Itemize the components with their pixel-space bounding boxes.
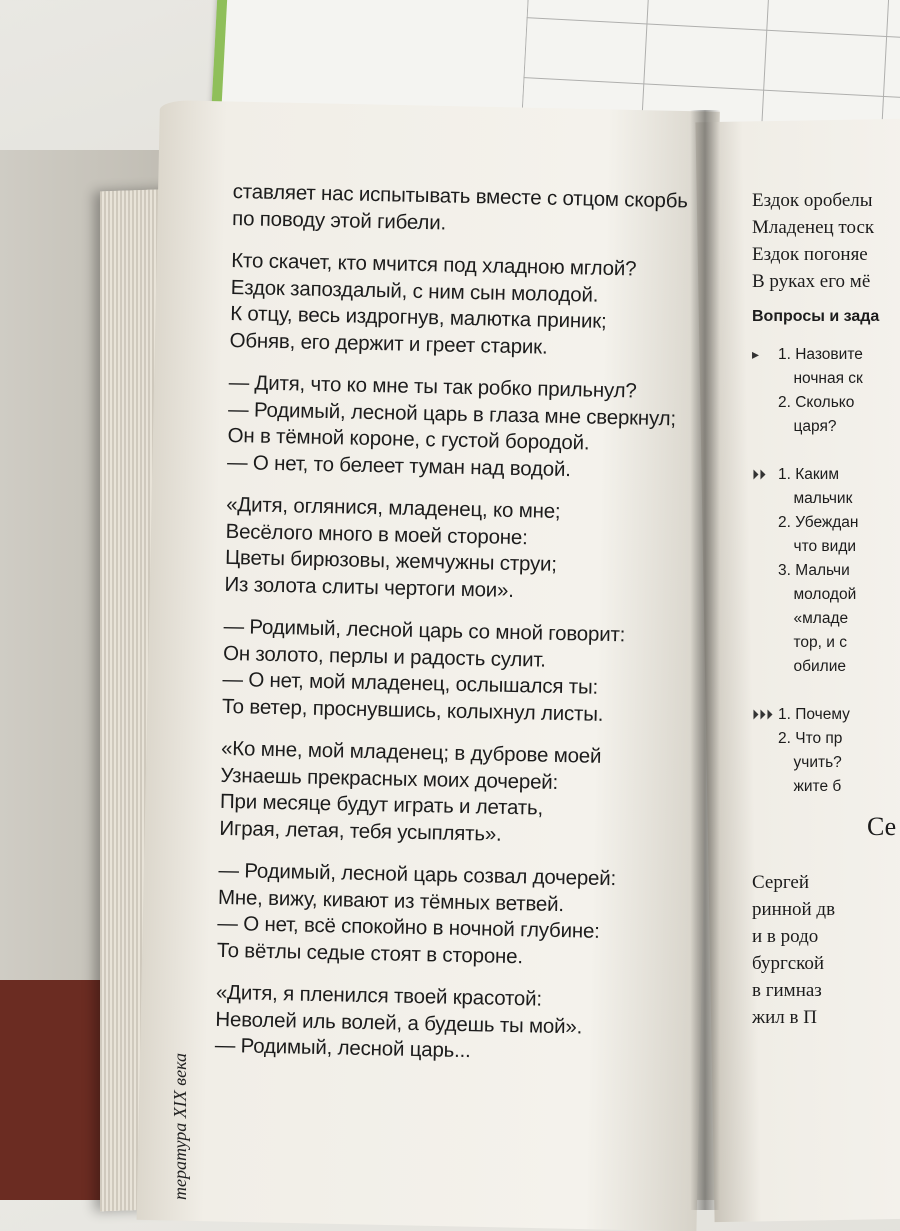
poem-line: Ездок запоздалый, с ним сын молодой. bbox=[230, 275, 599, 307]
right-page-line bbox=[752, 190, 900, 217]
right-page-line bbox=[752, 634, 900, 658]
right-page-line-text: 1. Каким bbox=[778, 466, 839, 483]
poem-line: Узнаешь прекрасных моих дочерей: bbox=[220, 763, 559, 794]
right-page-line-text: В руках его мё bbox=[752, 271, 871, 292]
right-page-line-text: мальчик bbox=[778, 490, 853, 507]
right-page-line bbox=[752, 538, 900, 562]
right-page-line bbox=[752, 298, 900, 346]
right-page-line bbox=[752, 682, 900, 706]
poem-line: — Дитя, что ко мне ты так робко прильнул? bbox=[228, 370, 637, 403]
right-page-line bbox=[752, 244, 900, 271]
poem-line: Из золота слиты чертоги мои». bbox=[224, 572, 515, 602]
right-page-line bbox=[752, 442, 900, 466]
poem-line: Играя, летая, тебя усыплять». bbox=[219, 816, 502, 846]
poem-line: — О нет, мой младенец, ослышался ты: bbox=[222, 667, 599, 699]
poem-line: При месяце будут играть и летать, bbox=[219, 789, 544, 820]
right-page-line-text: молодой bbox=[778, 586, 857, 603]
poem-line: ставляет нас испытывать вместе с отцом скорбь bbox=[232, 180, 689, 213]
right-page-line-text: Ездок погоняе bbox=[752, 244, 868, 265]
poem-line: — Родимый, лесной царь в глаза мне сверкнул; bbox=[227, 397, 677, 430]
right-page-line bbox=[752, 466, 900, 490]
right-page-line-text: учить? bbox=[778, 754, 842, 771]
right-page-line bbox=[752, 418, 900, 442]
poem-line: «Ко мне, мой младенец; в дуброве моей bbox=[220, 736, 602, 768]
poem-line: «Дитя, оглянися, младенец, ко мне; bbox=[225, 492, 561, 523]
right-page-line bbox=[752, 658, 900, 682]
running-header: тература XIX века bbox=[170, 1052, 190, 1200]
right-page-line bbox=[752, 586, 900, 610]
right-page-line-text: Младенец тоск bbox=[752, 217, 875, 238]
poem-line: Цветы бирюзовы, жемчужны струи; bbox=[224, 545, 558, 576]
right-page-line bbox=[752, 394, 900, 418]
poem-line: То вётлы седые стоят в стороне. bbox=[216, 938, 524, 968]
right-page-line bbox=[752, 754, 900, 778]
bio-line: Сергей bbox=[752, 872, 809, 893]
poem-line: «Дитя, я пленился твоей красотой: bbox=[215, 980, 543, 1011]
section-heading: Се bbox=[867, 812, 897, 841]
poem-line: Обняв, его держит и греет старик. bbox=[229, 328, 548, 359]
right-page-line bbox=[752, 730, 900, 754]
poem-line: Весёлого много в моей стороне: bbox=[225, 519, 528, 549]
right-page-line bbox=[752, 514, 900, 538]
poem-line: — Родимый, лесной царь со мной говорит: bbox=[223, 614, 626, 647]
right-page-line bbox=[752, 562, 900, 586]
right-page-line-text: обилие bbox=[778, 658, 846, 675]
poem-line: — Родимый, лесной царь созвал дочерей: bbox=[218, 858, 617, 891]
poem-line: Мне, вижу, кивают из тёмных ветвей. bbox=[217, 885, 565, 916]
poem-line: Кто скачет, кто мчится под хладною мглой? bbox=[231, 248, 637, 281]
right-page-line-text: ночная ск bbox=[778, 370, 863, 387]
right-page-line-text: Ездок оробелы bbox=[752, 190, 873, 211]
right-page-line bbox=[752, 346, 900, 370]
difficulty-marker-icon: ⏵⏵⏵ bbox=[752, 706, 773, 722]
right-page-line-text: 1. Почему bbox=[778, 706, 850, 723]
left-page-text bbox=[215, 180, 703, 1070]
right-page-line bbox=[752, 370, 900, 394]
poem-line: — О нет, всё спокойно в ночной глубине: bbox=[217, 911, 600, 943]
right-page-line-text: 2. Убеждан bbox=[778, 514, 859, 531]
poem-line: Неволей иль волей, а будешь ты мой». bbox=[215, 1007, 583, 1038]
poem-line: То ветер, проснувшись, колыхнул листы. bbox=[221, 694, 604, 726]
poem-line: по поводу этой гибели. bbox=[231, 206, 447, 234]
bio-line: жил в П bbox=[752, 1007, 817, 1028]
right-page-line-text: жите б bbox=[778, 778, 842, 795]
right-page-line-text: 1. Назовите bbox=[778, 346, 863, 363]
bio-line: в гимназ bbox=[752, 980, 822, 1001]
right-page-line bbox=[752, 706, 900, 730]
poem-line: Он в тёмной короне, с густой бородой. bbox=[227, 423, 590, 455]
poem-line: — Родимый, лесной царь... bbox=[214, 1033, 471, 1063]
poem-line: Он золото, перлы и радость сулит. bbox=[222, 641, 547, 672]
bio-line: ринной дв bbox=[752, 899, 836, 920]
right-page-line-text: 2. Сколько bbox=[778, 394, 855, 411]
right-page-line bbox=[752, 271, 900, 298]
right-page-text bbox=[752, 190, 900, 1034]
right-page-line-text: царя? bbox=[778, 418, 837, 435]
right-page-line-text: что види bbox=[778, 538, 857, 555]
right-page-line-text: «младе bbox=[778, 610, 849, 627]
right-page-line bbox=[752, 610, 900, 634]
right-page-line bbox=[752, 217, 900, 244]
difficulty-marker-icon: ⏵⏵ bbox=[752, 466, 766, 482]
right-page-line-text: тор, и с bbox=[778, 634, 847, 651]
right-page-line bbox=[752, 490, 900, 514]
right-page-line-text: 3. Мальчи bbox=[778, 562, 850, 579]
right-page-line-text: 2. Что пр bbox=[778, 730, 843, 747]
bio-line: бургской bbox=[752, 953, 825, 974]
right-page-line-text: Вопросы и зада bbox=[752, 308, 880, 325]
poem-line: К отцу, весь издрогнув, малютка приник; bbox=[229, 301, 607, 333]
right-page-line bbox=[752, 778, 900, 802]
poem-line: — О нет, то белеет туман над водой. bbox=[226, 450, 571, 481]
bio-line: и в родо bbox=[752, 926, 819, 947]
difficulty-marker-icon: ▸ bbox=[752, 346, 760, 362]
